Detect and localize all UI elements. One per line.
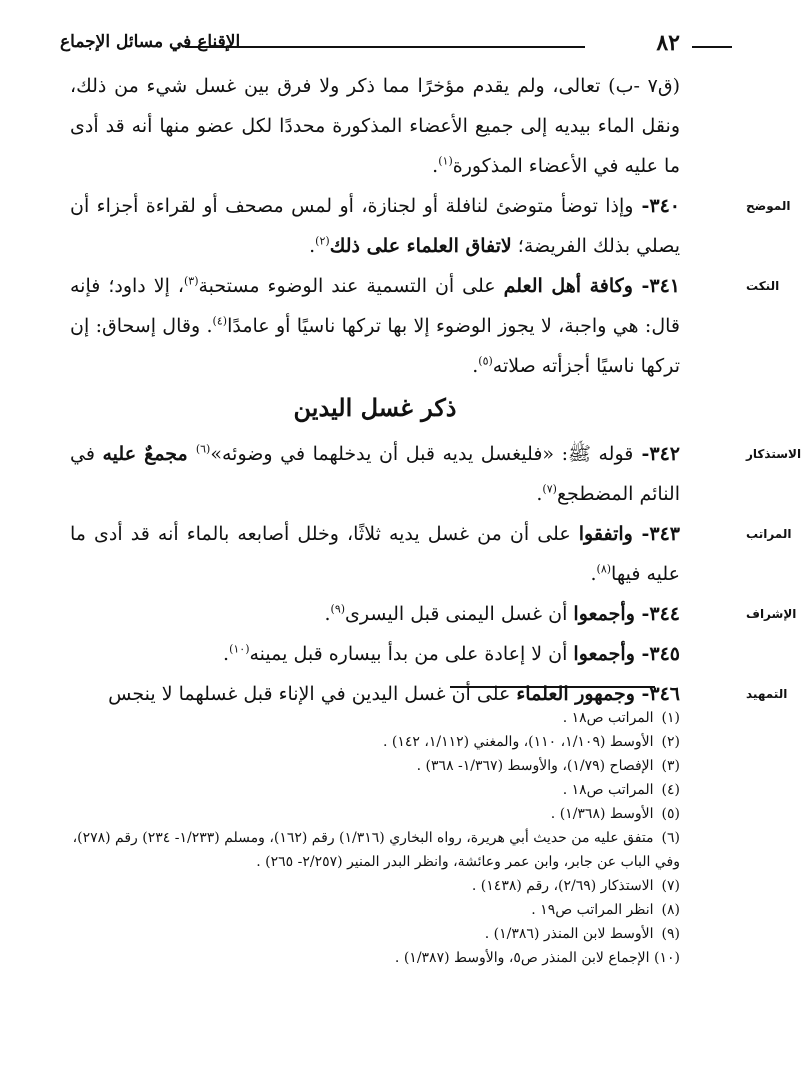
- text-run: (ق٧ -ب) تعالى، ولم يقدم مؤخرًا مما ذكر ولا فرق بين غسل شيء من ذلك، ونقل الماء بيديه إلى جميع الأعضاء المذكورة محددًا لكل عضو منها أنه قد أدى ما عليه في الأعضاء المذكورة: [70, 75, 680, 177]
- footnote-number: (٣): [661, 758, 680, 774]
- header-rule: [185, 46, 585, 48]
- text-run: في النائم المضطجع: [70, 443, 680, 505]
- footnote-ref: (٧): [542, 482, 557, 496]
- footnote: [70, 874, 680, 898]
- footnote-text: الأوسط لابن المنذر (١/٣٨٦) .: [484, 926, 658, 942]
- footnote-number: (١٠): [654, 950, 680, 966]
- section-title: ذكر غسل اليدين: [293, 393, 457, 422]
- text-run: .: [432, 155, 439, 177]
- paragraph-group-2: [70, 434, 802, 714]
- source-label: التمهيد: [746, 687, 788, 701]
- text-run: لاتفاق العلماء على ذلك: [329, 235, 512, 257]
- text-run: .: [536, 483, 543, 505]
- text-run: أن غسل اليمنى قبل اليسرى: [345, 603, 574, 625]
- paragraph: [70, 434, 802, 514]
- footnote: [70, 946, 680, 970]
- text-run: .: [223, 643, 230, 665]
- text-run: ٣٤٠-: [633, 195, 680, 217]
- source-label: الموضح: [746, 199, 791, 213]
- footnote: [70, 898, 680, 922]
- footnote-ref: (٥): [478, 354, 493, 368]
- header-rule-short: [692, 46, 732, 48]
- text-run: على أن من غسل يديه ثلاثًا، وخلل أصابعه بالماء أنه قد أدى ما عليه فيها: [70, 523, 680, 585]
- footnote-ref: (٢): [315, 234, 330, 248]
- text-run: ٣٤٥- وأجمعوا: [573, 643, 680, 665]
- footnote-ref: (٨): [596, 562, 612, 576]
- footnote-number: (١): [661, 710, 680, 726]
- paragraph: [70, 266, 780, 386]
- source-label: الإشراف: [746, 607, 797, 621]
- footnote-text: الإجماع لابن المنذر ص٥، والأوسط (١/٣٨٧) .: [394, 950, 655, 966]
- footnote: [70, 706, 680, 730]
- page-header: [60, 30, 680, 62]
- paragraph: [70, 66, 680, 186]
- footnote-text: الأوسط (١/١٠٩، ١١٠)، والمغني (١/١١٢، ١٤٢) .: [382, 734, 658, 750]
- text-run: .: [324, 603, 331, 625]
- paragraph: [70, 594, 797, 634]
- footnote-ref: (٩): [330, 602, 346, 616]
- footnote: [70, 826, 680, 874]
- footnote-text: المراتب ص١٨ .: [562, 782, 658, 798]
- footnote-text: الإفصاح (١/٧٩)، والأوسط (١/٣٦٧- ٣٦٨) .: [416, 758, 658, 774]
- text-run: .: [472, 355, 479, 377]
- footnote-number: (٥): [661, 806, 680, 822]
- footnote-number: (٨): [661, 902, 680, 918]
- footnote-ref: (٦): [195, 442, 211, 456]
- footnote: [70, 802, 680, 826]
- main-text: [70, 66, 802, 714]
- footnote-number: (٩): [661, 926, 680, 942]
- page-number: ٨٢: [656, 30, 680, 56]
- footnote-text: الاستذكار (٢/٦٩)، رقم (١٤٣٨) .: [471, 878, 658, 894]
- text-run: .: [309, 235, 316, 257]
- paragraph: [70, 186, 791, 266]
- footnotes: [70, 706, 680, 970]
- text-run: أن لا إعادة على من بدأ بيساره قبل يمينه: [249, 643, 574, 665]
- text-run: .: [590, 563, 597, 585]
- text-run: ، إلا داود؛ فإنه قال: هي واجبة، لا يجوز الوضوء إلا بها تركها ناسيًا أو عامدًا: [70, 275, 680, 337]
- footnote-ref: (١٠): [229, 642, 250, 656]
- footnote-number: (٤): [661, 782, 680, 798]
- text-run: مجمعٌ عليه: [102, 443, 196, 465]
- footnote: [70, 778, 680, 802]
- text-run: ٣٤٢-: [633, 443, 680, 465]
- paragraph: [70, 514, 792, 594]
- footnote-text: المراتب ص١٨ .: [562, 710, 658, 726]
- footnote-ref: (١): [438, 154, 453, 168]
- source-label: الاستذكار: [746, 447, 802, 461]
- footnote-text: الأوسط (١/٣٦٨) .: [550, 806, 658, 822]
- footnote-ref: (٤): [212, 314, 228, 328]
- footnote: [70, 922, 680, 946]
- source-label: المراتب: [746, 527, 792, 541]
- text-run: وإذا توضأ متوضئ لنافلة أو لجنازة، أو لمس مصحف أو لقراءة أجزاء أن يصلي بذلك الفريضة؛: [70, 195, 680, 257]
- text-run: ٣٤٤- وأجمعوا: [573, 603, 680, 625]
- footnote-number: (٢): [661, 734, 680, 750]
- text-run: ٣٤١- وكافة أهل العلم: [503, 275, 680, 297]
- text-run: ٣٤٦- وجمهور العلماء: [516, 683, 680, 705]
- source-label: النكت: [746, 279, 780, 293]
- footnote: [70, 730, 680, 754]
- footnote: [70, 754, 680, 778]
- paragraph-group-1: [70, 66, 791, 386]
- paragraph: [70, 634, 680, 674]
- footnote-number: (٦): [661, 830, 680, 846]
- footnote-text: متفق عليه من حديث أبي هريرة، رواه البخاري (١/٣١٦) رقم (١٦٢)، ومسلم (١/٢٣٣- ٢٣٤) رقم (٢٧٨)، وفي الباب عن جابر، وابن عمر وعائشة، وانظر البدر المنير (٢/٢٥٧- ٢٦٥) .: [72, 830, 680, 870]
- text-run: ٣٤٣- واتفقوا: [578, 523, 681, 545]
- text-run: على أن التسمية عند الوضوء مستحبة: [198, 275, 504, 297]
- footnote-text: انظر المراتب ص١٩ .: [531, 902, 658, 918]
- text-run: . وقال إسحاق: إن تركها ناسيًا أجزأته صلاته: [70, 315, 680, 377]
- book-title: الإقناع في مسائل الإجماع: [60, 32, 241, 52]
- footnote-separator: [450, 686, 655, 688]
- footnote-ref: (٣): [183, 274, 199, 288]
- text-run: على أن غسل اليدين في الإناء قبل غسلهما لا ينجس: [108, 683, 517, 705]
- footnote-number: (٧): [661, 878, 680, 894]
- text-run: قوله ﷺ: «فليغسل يديه قبل أن يدخلهما في وضوئه»: [210, 443, 634, 465]
